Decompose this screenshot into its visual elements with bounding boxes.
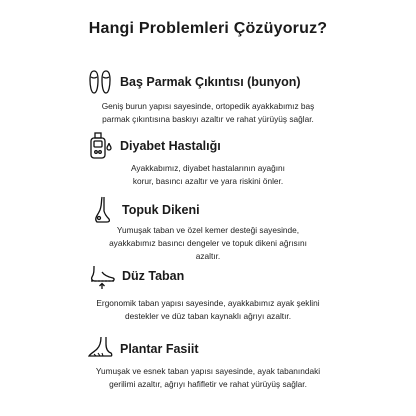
- problem-description: Geniş burun yapısı sayesinde, ortopedik ayakkabımız baş parmak çıkıntısına baskıyı azaltır ve rahat yürüyüş sağlar.: [101, 101, 315, 124]
- problem-description: Yumuşak taban ve özel kemer desteği sayesinde, ayakkabımız basıncı dengeler ve topuk dikeni ağrısını azaltır.: [109, 225, 307, 261]
- plantar-fasciitis-icon: [86, 335, 114, 363]
- sandals-icon: [86, 68, 114, 96]
- heel-spur-icon: [88, 196, 116, 224]
- page-title: Hangi Problemleri Çözüyoruz?: [88, 20, 328, 37]
- problem-heading: Topuk Dikeni: [122, 203, 200, 217]
- flat-foot-icon: [88, 262, 116, 290]
- problem-heading: Plantar Fasiit: [120, 342, 199, 356]
- problem-heading: Diyabet Hastalığı: [120, 139, 221, 153]
- glucose-meter-icon: [86, 132, 114, 160]
- problem-description: Ayakkabımız, diyabet hastalarının ayağını korur, basıncı azaltır ve yara riskini önler.: [131, 163, 285, 186]
- problem-description: Ergonomik taban yapısı sayesinde, ayakkabımız ayak şeklini destekler ve düz taban kaynaklı ağrıyı azaltır.: [96, 298, 320, 321]
- problem-heading: Baş Parmak Çıkıntısı (bunyon): [120, 75, 301, 89]
- problem-heading: Düz Taban: [122, 269, 185, 283]
- problem-description: Yumuşak ve esnek taban yapısı sayesinde, ayak tabanındaki gerilimi azaltır, ağrıyı hafifletir ve rahat yürüyüş sağlar.: [95, 366, 321, 389]
